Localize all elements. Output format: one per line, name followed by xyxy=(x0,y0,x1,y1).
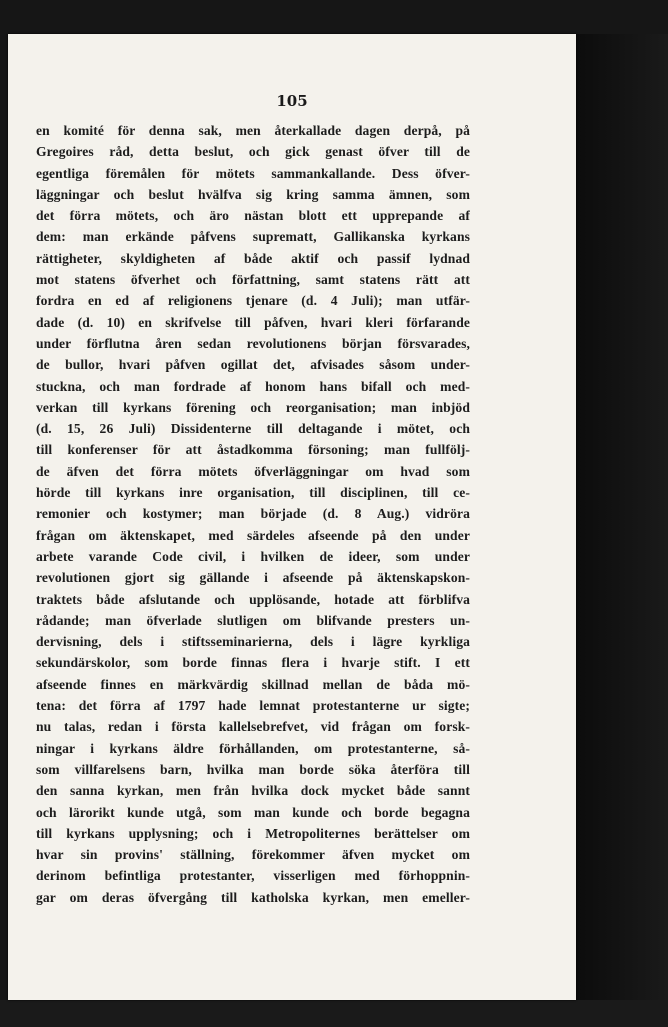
text-line: arbete varande Code civil, i hvilken de ideer, som under xyxy=(36,548,470,564)
text-line: rättigheter, skyldigheten af både aktif och passif lydnad xyxy=(36,250,470,266)
text-line: frågan om äktenskapet, med särdeles afseende på den under xyxy=(36,527,470,543)
book-spine-shadow xyxy=(576,34,668,1000)
text-line: remonier och kostymer; man började (d. 8 Aug.) vidröra xyxy=(36,506,470,522)
text-line: traktets både afslutande och upplösande, hotade att förblifva xyxy=(36,591,470,607)
text-line: rådande; man öfverlade slutligen om blifvande presters un- xyxy=(36,612,470,628)
text-line: läggningar och beslut hvälfva sig kring samma ämnen, som xyxy=(36,186,470,202)
text-line: ningar i kyrkans äldre förhållanden, om protestanterne, så- xyxy=(36,740,470,756)
text-line: en komité för denna sak, men återkallade dagen derpå, på xyxy=(36,123,470,138)
text-line: Gregoires råd, detta beslut, och gick genast öfver till de xyxy=(36,144,470,160)
text-line: (d. 15, 26 Juli) Dissidenterne till deltagande i mötet, och xyxy=(36,421,470,437)
text-line: nu talas, redan i första kallelsebrefvet, vid frågan om forsk- xyxy=(36,719,470,735)
bottom-shadow xyxy=(0,1000,668,1027)
text-line: det förra mötets, och äro nästan blott ett upprepande af xyxy=(36,208,470,224)
text-line: den sanna kyrkan, men från hvilka dock mycket både sannt xyxy=(36,783,470,799)
text-line: dervisning, dels i stiftsseminarierna, dels i lägre kyrkliga xyxy=(36,634,470,650)
body-text xyxy=(36,120,470,908)
text-line: till kyrkans upplysning; och i Metropoliternes berättelser om xyxy=(36,825,470,841)
text-line: dem: man erkände påfvens suprematt, Gallikanska kyrkans xyxy=(36,229,470,245)
book-page xyxy=(8,34,576,1000)
text-line: revolutionen gjort sig gällande i afseende på äktenskapskon- xyxy=(36,570,470,586)
text-line: egentliga föremålen för mötets sammankallande. Dess öfver- xyxy=(36,165,470,181)
text-line: afseende finnes en märkvärdig skillnad mellan de båda mö- xyxy=(36,676,470,692)
page-number: 105 xyxy=(276,92,308,110)
text-line: fordra en ed af religionens tjenare (d. 4 Juli); man utfär- xyxy=(36,293,470,309)
text-line: och lärorikt kunde utgå, som man kunde och borde begagna xyxy=(36,804,470,820)
text-line: derinom befintliga protestanter, visserligen med förhoppnin- xyxy=(36,868,470,884)
text-line: verkan till kyrkans förening och reorganisation; man inbjöd xyxy=(36,399,470,415)
text-line: gar om deras öfvergång till katholska kyrkan, men emeller- xyxy=(36,889,470,905)
text-line: mot statens öfverhet och författning, samt statens rätt att xyxy=(36,272,470,288)
text-line: dade (d. 10) en skrifvelse till påfven, hvari kleri förfarande xyxy=(36,314,470,330)
text-line: hörde till kyrkans inre organisation, till disciplinen, till ce- xyxy=(36,485,470,501)
text-line: de bullor, hvari påfven ogillat det, afvisades såsom under- xyxy=(36,357,470,373)
text-line: de äfven det förra mötets öfverläggningar om hvad som xyxy=(36,463,470,479)
text-line: tena: det förra af 1797 hade lemnat protestanterne ur sigte; xyxy=(36,698,470,714)
text-line: som villfarelsens barn, hvilka man borde söka återföra till xyxy=(36,761,470,777)
text-line: hvar sin provins' ställning, förekommer äfven mycket om xyxy=(36,847,470,863)
text-line: sekundärskolor, som borde finnas flera i hvarje stift. I ett xyxy=(36,655,470,671)
text-line: till konferenser för att åstadkomma försoning; man fullfölj- xyxy=(36,442,470,458)
text-line: stuckna, och man fordrade af honom hans bifall och med- xyxy=(36,378,470,394)
text-line: under förflutna åren sedan revolutionens början försvarades, xyxy=(36,335,470,351)
